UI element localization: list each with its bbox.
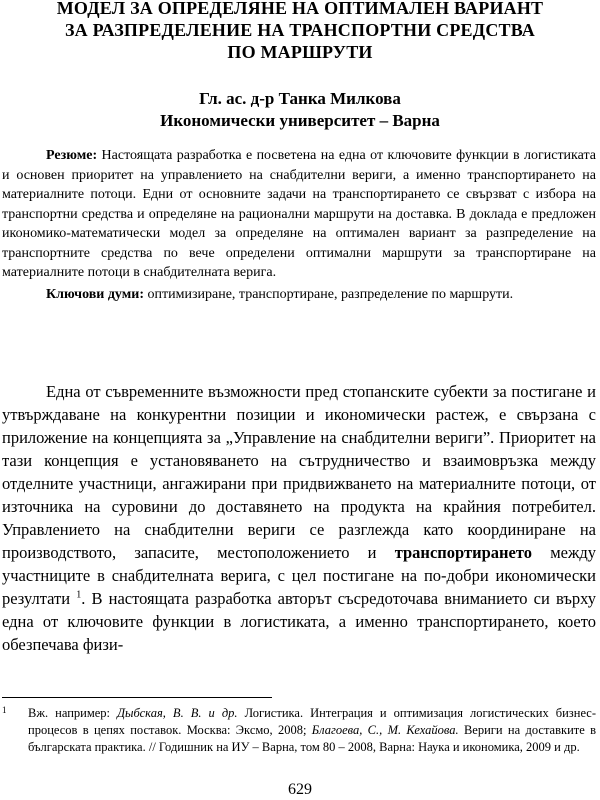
footnote-mark: 1 [2,705,7,715]
footnote-prefix: Вж. например: [28,706,111,720]
footnote-text [28,705,596,756]
footnote-reference-1: Логистика. Интеграция и оптимизация логистических бизнес-процесов в цепях поставок. Москва: Эксмо, 2008; [28,706,597,737]
footnote-separator [2,697,272,698]
body-text-part-2: между участниците в снабдителната верига, с цел постигане на по-добри икономически резултати [2,543,596,608]
author-affiliation: Икономически университет – Варна [160,111,440,130]
footnote-reference[interactable]: 1 [76,589,82,601]
abstract-paragraph [2,146,596,283]
footnote-author-2: Благоева, С., М. Кехайова. [311,723,459,737]
footnote-reference-2: Вериги на доставките в българската практика. // Годишник на ИУ – Варна, том 80 – 2008, Варна: Наука и икономика, 2009 и др. [28,723,596,754]
paper-title-line-1: МОДЕЛ ЗА ОПРЕДЕЛЯНЕ НА ОПТИМАЛЕН ВАРИАНТ [56,0,544,18]
body-text-part-1: Една от съвременните възможности пред стопанските субекти за постигане и утвърждаване на конкурентни позиции и икономически растеж, е свързана с приложение на концепцията за „Управление на снабдителни вериги”. Приоритет на тази концепция е установяването на сътрудничество и взаимовръзка между отделните участници, ангажирани при придвижването на материалните потоци, от източника на суровини до доставянето на продукта на крайния потребител. Управлението на снабдителни вериги се разглежда като координиране на производството, запасите, местоположението и [2,382,596,562]
keywords-label: Ключови думи: [46,286,145,302]
abstract [2,146,596,304]
page-number: 629 [288,781,312,798]
paper-title-line-2: ЗА РАЗПРЕДЕЛЕНИЕ НА ТРАНСПОРТНИ СРЕДСТВА [64,20,535,40]
keywords-paragraph [2,285,596,305]
body-paragraph [2,380,596,656]
abstract-label: Резюме: [46,148,98,163]
footnote-author-1: Дыбская, В. В. и др. [117,706,238,720]
author-name: Гл. ас. д-р Танка Милкова [199,89,401,108]
footnote [2,705,596,756]
body-text-part-3: . В настоящата разработка авторът съсредоточава вниманието си върху една от ключовите функции в логистиката, а именно транспортирането, което обезпечава физи- [2,589,597,654]
abstract-text: Настоящата разработка е посветена на една от ключовите функции в логистиката и основен приоритет на управлението на снабдителни вериги, а именно транспортирането на материалните потоци. Едни от основните задачи на транспортирането се свързват с избора на транспортни средства и определяне на рационални маршрути на доставка. В доклада е предложен икономико-математически модел за определяне на оптимален вариант за разпределение на транспортните средства по вече определени оптимални маршрути за транспортиране на материалните потоци в снабдителната верига. [2,148,596,280]
paper-title-line-3: ПО МАРШРУТИ [227,42,373,62]
body-emphasis: транспортирането [394,543,532,562]
body-text [2,380,596,656]
keywords-text: оптимизиране, транспортиране, разпределение по маршрути. [147,286,514,302]
